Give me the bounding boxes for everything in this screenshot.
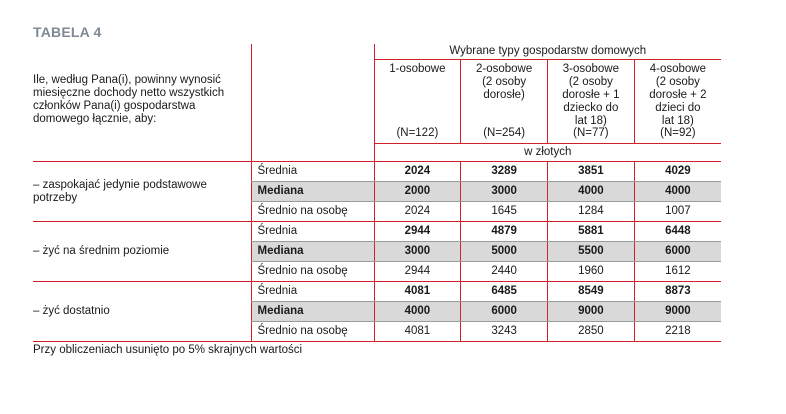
table-cell: 2000 [374,182,461,202]
table-cell: 1960 [548,262,635,282]
table-cell: 2440 [461,262,548,282]
stat-header-blank [251,44,374,162]
unit-label: w złotych [374,144,721,162]
table-cell: 8549 [548,282,635,302]
table-cell: 4081 [374,282,461,302]
stat-label: Mediana [251,242,374,262]
table-cell: 4081 [374,322,461,342]
group-header: Wybrane typy gospodarstw domowych [374,44,721,60]
column-label: 1-osobowe [389,63,446,75]
column-n: (N=77) [573,127,609,139]
table-cell: 3000 [461,182,548,202]
column-header-2 [461,60,548,144]
table-cell: 2218 [634,322,721,342]
stat-label: Średnio na osobę [251,262,374,282]
table-cell: 5000 [461,242,548,262]
table-cell: 4000 [634,182,721,202]
table-cell: 1007 [634,202,721,222]
table-cell: 3000 [374,242,461,262]
category-label: – żyć na średnim poziomie [33,222,251,282]
table-cell: 6485 [461,282,548,302]
table-cell: 2944 [374,222,461,242]
table-cell: 2024 [374,202,461,222]
table-cell: 3243 [461,322,548,342]
stat-label: Średnia [251,282,374,302]
column-header-3 [548,60,635,144]
question-cell [33,44,251,162]
table-cell: 6000 [634,242,721,262]
table-cell: 4029 [634,162,721,182]
category-label: – zaspokajać jedynie podstawowe potrzeby [33,162,251,222]
table-cell: 6448 [634,222,721,242]
column-n: (N=122) [396,127,439,139]
category-label: – żyć dostatnio [33,282,251,342]
column-n: (N=254) [483,127,526,139]
question-text: Ile, według Pana(i), powinny wynosić miesięczne dochody netto wszystkich członków Pana(i) gospodarstwa domowego łącznie, aby: [33,74,225,125]
table-cell: 9000 [548,302,635,322]
table-cell: 4879 [461,222,548,242]
column-header-1 [374,60,461,144]
stat-label: Średnio na osobę [251,202,374,222]
table-title: TABELA 4 [33,24,102,40]
stat-label: Mediana [251,182,374,202]
table-cell: 9000 [634,302,721,322]
column-label: 4-osobowe (2 osoby dorosłe + 2 dzieci do lat 18) [649,63,707,127]
table-cell: 2850 [548,322,635,342]
stat-label: Średnia [251,162,374,182]
table-cell: 2024 [374,162,461,182]
table-cell: 5881 [548,222,635,242]
footnote: Przy obliczeniach usunięto po 5% skrajnych wartości [33,344,303,356]
table-cell: 4000 [548,182,635,202]
column-header-4 [634,60,721,144]
table-cell: 6000 [461,302,548,322]
column-n: (N=92) [660,127,696,139]
table-cell: 1284 [548,202,635,222]
table-cell: 5500 [548,242,635,262]
table-cell: 3289 [461,162,548,182]
stat-label: Średnio na osobę [251,322,374,342]
table-cell: 8873 [634,282,721,302]
table-cell: 1645 [461,202,548,222]
table-cell: 2944 [374,262,461,282]
data-table [33,44,721,342]
table-cell: 1612 [634,262,721,282]
column-label: 3-osobowe (2 osoby dorosłe + 1 dziecko do lat 18) [562,63,620,127]
table-cell: 3851 [548,162,635,182]
table-cell: 4000 [374,302,461,322]
column-label: 2-osobowe (2 osoby dorosłe) [475,63,533,101]
stat-label: Średnia [251,222,374,242]
stat-label: Mediana [251,302,374,322]
